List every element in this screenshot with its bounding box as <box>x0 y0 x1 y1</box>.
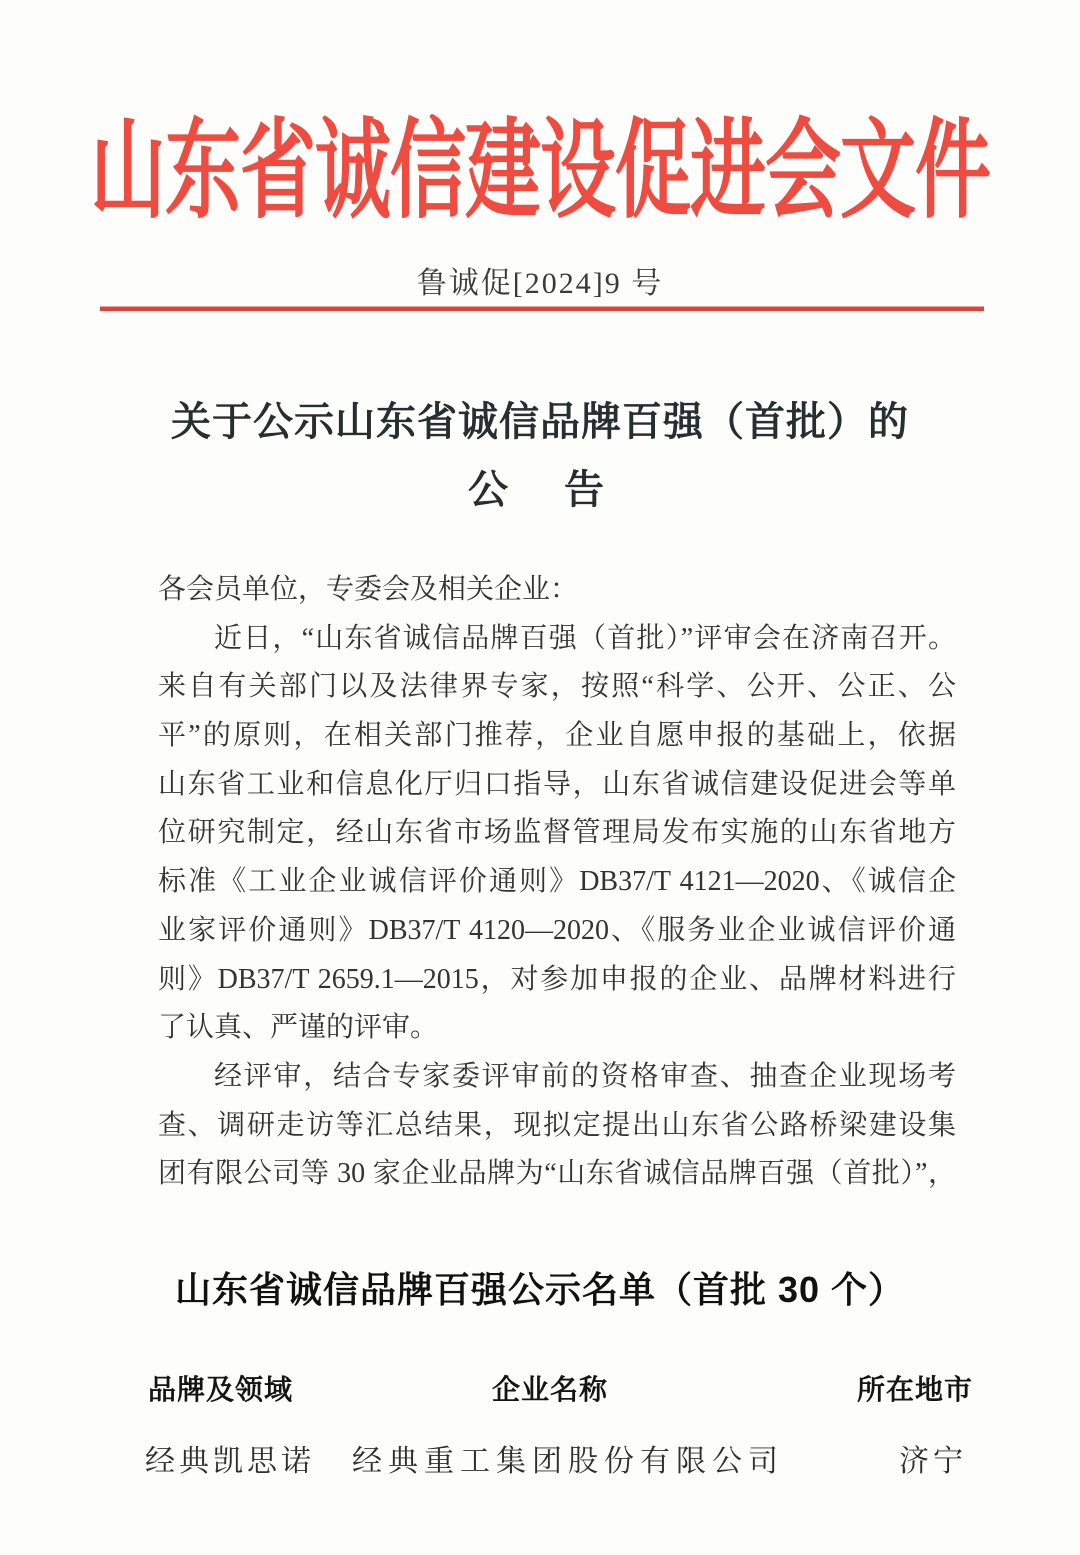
body-line: 团有限公司等 30 家企业品牌为“山东省诚信品牌百强（首批）”， <box>158 1158 956 1190</box>
body-line: 山东省工业和信息化厅归口指导，山东省诚信建设促进会等单 <box>158 768 956 800</box>
table-row-company: 经典重工集团股份有限公司 <box>352 1445 784 1478</box>
table-row-brand: 经典凯思诺 <box>145 1445 315 1478</box>
body-line: 业家评价通则》DB37/T 4120—2020、《服务业企业诚信评价通 <box>158 914 956 946</box>
body-line: 标准《工业企业诚信评价通则》DB37/T 4121—2020、《诚信企 <box>158 866 956 898</box>
list-title: 山东省诚信品牌百强公示名单（首批 30 个） <box>174 1269 906 1310</box>
body-line: 近日，“山东省诚信品牌百强（首批）”评审会在济南召开。 <box>214 622 956 654</box>
letterhead-title: 山东省诚信建设促进会文件 <box>90 112 990 232</box>
column-header-company: 企业名称 <box>492 1375 609 1406</box>
body-line-salutation: 各会员单位，专委会及相关企业： <box>158 574 579 605</box>
body-line: 了认真、严谨的评审。 <box>158 1012 439 1044</box>
body-line: 位研究制定，经山东省市场监督管理局发布实施的山东省地方 <box>158 817 956 849</box>
document-number: 鲁诚促[2024]9 号 <box>416 267 664 300</box>
document-title-line-1: 关于公示山东省诚信品牌百强（首批）的 <box>171 399 909 444</box>
document-title-line-2: 公 告 <box>468 467 612 512</box>
body-line: 查、调研走访等汇总结果，现拟定提出山东省公路桥梁建设集 <box>158 1109 956 1141</box>
body-line: 经评审，结合专家委评审前的资格审查、抽查企业现场考 <box>214 1060 956 1092</box>
column-header-brand: 品牌及领域 <box>148 1375 294 1406</box>
body-line: 来自有关部门以及法律界专家，按照“科学、公开、公正、公 <box>158 671 956 703</box>
table-row-city: 济宁 <box>899 1445 967 1478</box>
red-divider-rule <box>100 306 984 311</box>
document-body <box>158 566 956 1199</box>
column-header-city: 所在地市 <box>857 1375 974 1406</box>
body-line: 则》DB37/T 2659.1—2015，对参加申报的企业、品牌材料进行 <box>158 963 956 995</box>
body-line: 平”的原则，在相关部门推荐，企业自愿申报的基础上，依据 <box>158 720 956 752</box>
